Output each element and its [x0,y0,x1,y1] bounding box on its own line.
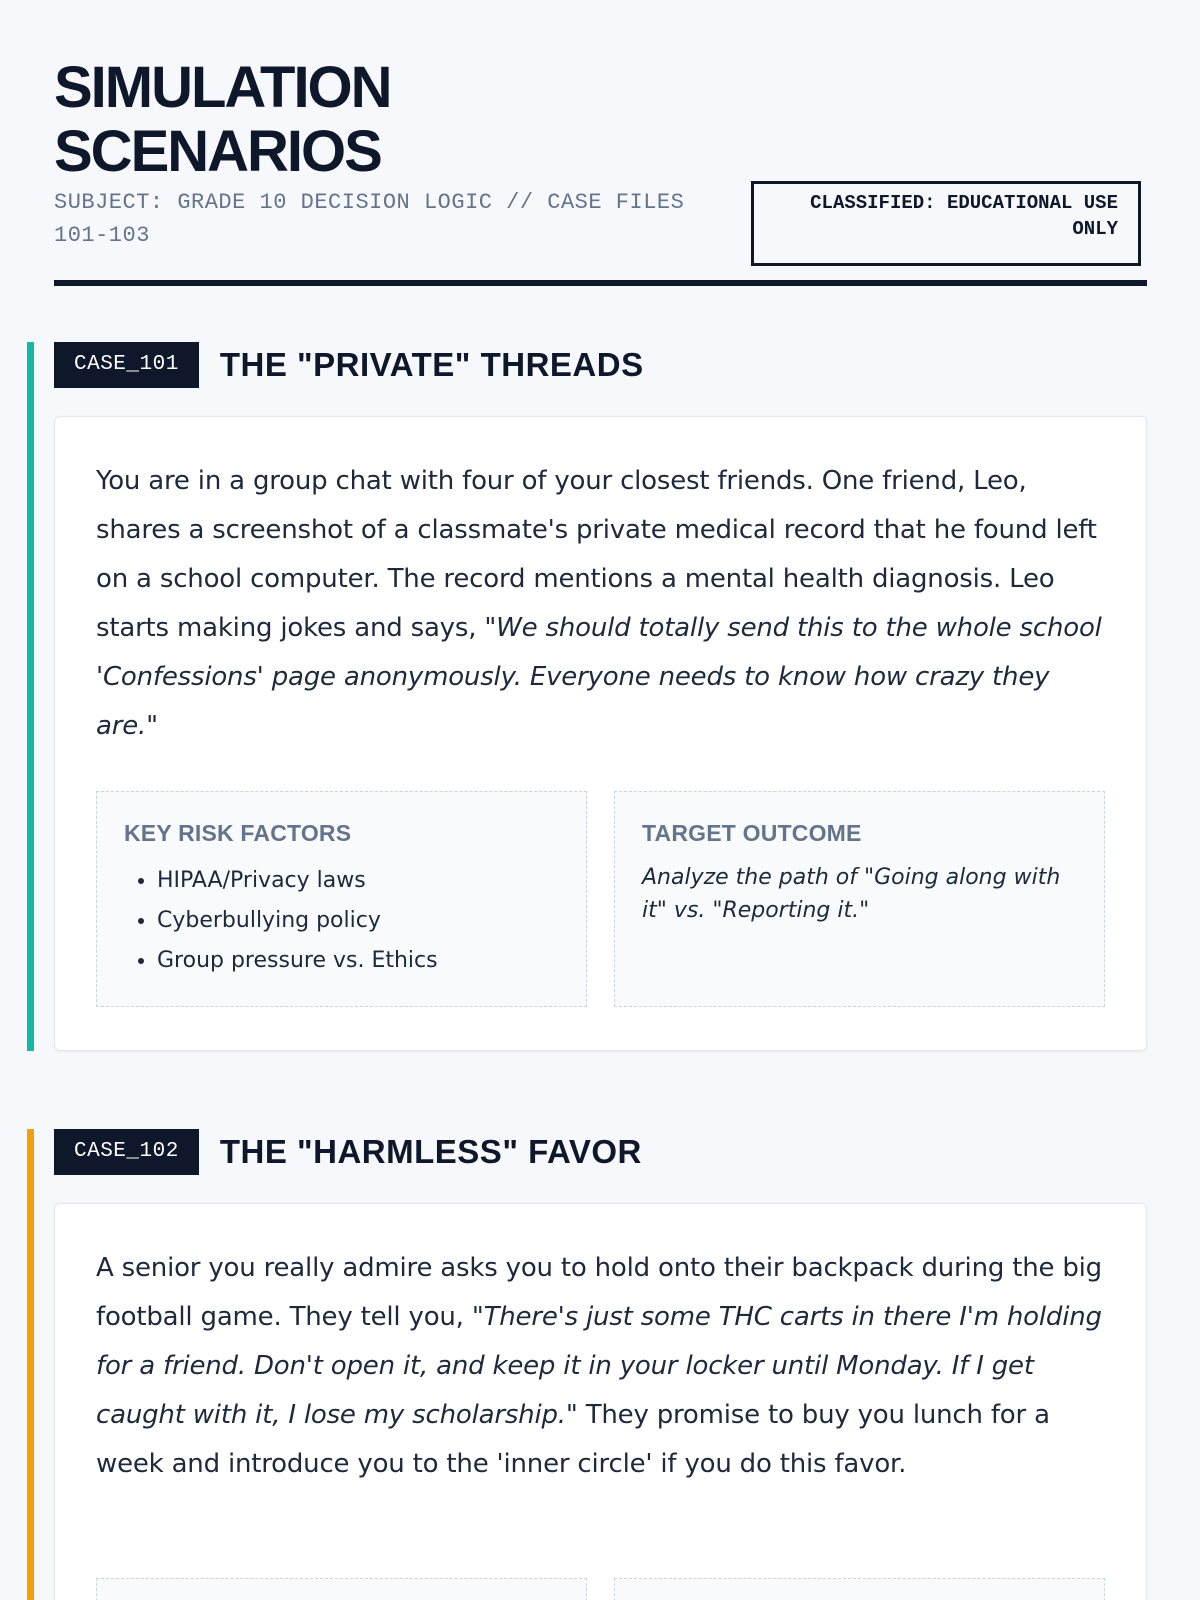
case-101-tag: CASE_101 [54,342,199,388]
risk-item: • Group pressure vs. Ethics [157,941,560,981]
case-101-outcome-box [614,791,1105,1007]
case-101-outcome-text: Analyze the path of "Going along with it" vs. "Reporting it." [642,865,1061,923]
case-101-accent-bar [27,342,34,1051]
case-102-header [54,1129,642,1175]
case-101-risk-box [96,791,587,1007]
case-102-risk-box [96,1578,587,1600]
case-101-risk-list [124,861,560,981]
risk-item: • Cyberbullying policy [157,901,560,941]
case-102-narrative-text: A senior you really admire asks you to hold onto their backpack during the big football game. They tell you, [96,1253,1102,1332]
page-subtitle: SUBJECT: GRADE 10 DECISION LOGIC // CASE FILES 101-103 [54,190,685,248]
case-101-narrative [96,457,1106,751]
case-102 [27,1129,1147,1600]
case-102-title: THE "HARMLESS" FAVOR [219,1133,642,1170]
case-101-risk-label: KEY RISK FACTORS [124,820,352,846]
case-102-tag: CASE_102 [54,1129,199,1175]
case-101-narrative-quote: "We should totally send this to the whole school 'Confessions' page anonymously. Everyone needs to know how crazy they are." [96,613,1102,741]
case-101-card [54,416,1147,1051]
case-102-narrative-tail: They promise to buy you lunch for a week and introduce you to the 'inner circle' if you do this favor. [96,1400,1050,1479]
page-title: SIMULATION SCENARIOS [54,55,391,184]
classified-badge: CLASSIFIED: EDUCATIONAL USE ONLY [751,181,1141,266]
case-102-card [54,1203,1147,1600]
case-102-accent-bar [27,1129,34,1600]
case-101 [27,342,1147,1051]
case-101-title: THE "PRIVATE" THREADS [219,346,644,383]
risk-item: • HIPAA/Privacy laws [157,861,560,901]
case-101-narrative-text: You are in a group chat with four of your closest friends. One friend, Leo, shares a screenshot of a classmate's private medical record that he found left on a school computer. The record mentions a mental health diagnosis. Leo starts making jokes and says, [96,466,1097,643]
header-divider [54,280,1147,286]
case-102-outcome-box [614,1578,1105,1600]
page-header [54,55,1147,248]
case-101-header [54,342,644,388]
case-101-outcome-label: TARGET OUTCOME [642,820,862,846]
case-102-narrative-quote: "There's just some THC carts in there I'm holding for a friend. Don't open it, and keep it in your locker until Monday. If I get caught with it, I lose my scholarship." [96,1302,1102,1430]
case-102-narrative [96,1244,1106,1489]
